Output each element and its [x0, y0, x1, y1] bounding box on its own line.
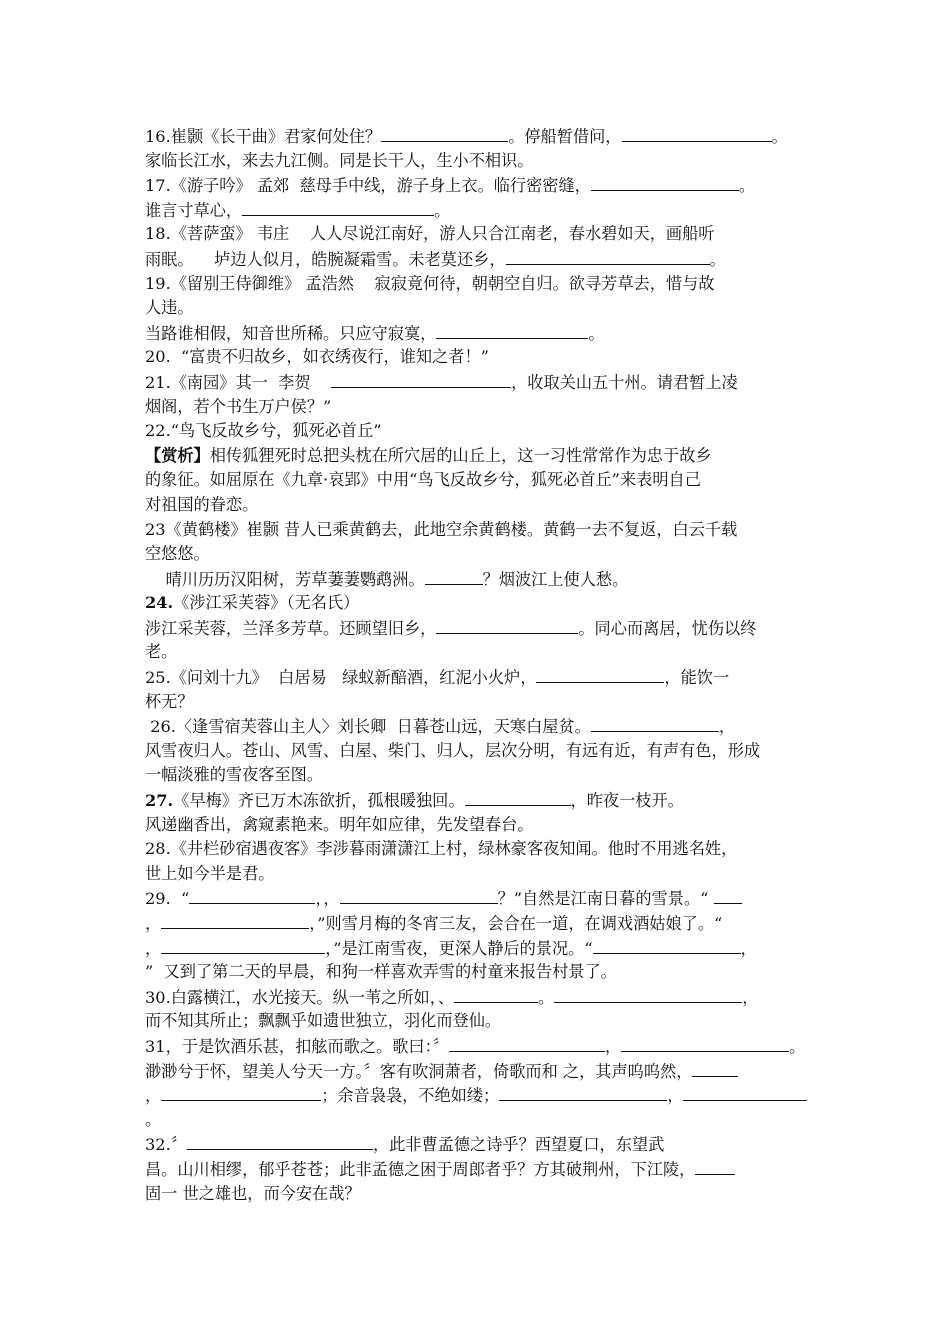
line-text: 22.“鸟飞反故乡兮，狐死必首丘”: [145, 421, 382, 441]
text-line: [145, 173, 809, 198]
line-text: 《早梅》齐已万木冻欲折，孤根暖独回。: [173, 791, 465, 811]
line-text: 《涉江采芙蓉》（无名氏）: [173, 593, 360, 613]
line-text: 25.《问刘十九》 白居易 绿蚁新醅酒，红泥小火炉，: [145, 668, 537, 688]
text-line: [145, 567, 809, 592]
fill-in-blank: [714, 886, 742, 904]
line-text: 风递幽香出，禽窥素艳来。明年如应律，先发望春台。: [145, 814, 534, 834]
line-text: ，: [740, 938, 757, 958]
line-text: 。: [771, 127, 788, 146]
text-line: [145, 862, 809, 887]
line-text: 。停船暂借问，: [508, 127, 622, 146]
fill-in-blank: [683, 1083, 807, 1101]
line-text: 谁言寸草心，: [145, 200, 243, 220]
text-line: [145, 640, 809, 665]
line-text: ？”自然是江南日暮的雪景。“: [497, 889, 714, 909]
line-text: 19.《留别王侍御维》 孟浩然 寂寂竟何待，朝朝空自归。欲寻芳草去，惜与故: [145, 273, 715, 293]
line-text: 16.崔颢《长干曲》君家何处住？: [145, 127, 382, 146]
line-text: 雨眠。 垆边人似月，皓腕凝霜雪。未老莫还乡，: [145, 249, 506, 269]
line-text: 杯无？: [145, 691, 194, 711]
fill-in-blank: [161, 936, 325, 954]
text-line: [145, 518, 809, 543]
line-text: ；余音袅袅，不绝如缕；: [321, 1086, 500, 1106]
text-line: [145, 911, 809, 936]
fill-in-blank: [189, 886, 315, 904]
fill-in-blank: [506, 247, 710, 265]
line-text: ，”则雪月梅的冬宵三友，会合在一道，在调戏酒姑娘了。“: [309, 914, 723, 933]
line-text: 。: [538, 987, 555, 1007]
line-text: 。: [738, 176, 756, 196]
line-text: 渺渺兮于怀，望美人兮天一方。〞客有吹洞萧者，倚歌而和 之，其声呜呜然，: [145, 1061, 693, 1081]
line-text: ，: [145, 1086, 162, 1106]
line-text: ，收取关山五十州。请君暂上凌: [511, 372, 738, 392]
fill-in-blank: [465, 788, 571, 806]
line-text: 老。: [145, 642, 178, 662]
fill-in-blank: [454, 985, 538, 1003]
line-text: ，此非曹孟德之诗乎？西望夏口，东望武: [372, 1135, 665, 1155]
line-text: 29. “: [145, 889, 190, 909]
text-line: [145, 985, 809, 1010]
line-text: ，: [145, 938, 162, 958]
text-line: [145, 222, 809, 247]
fill-in-blank: [695, 1157, 735, 1175]
fill-in-blank: [593, 936, 741, 954]
line-text: 。: [145, 1109, 162, 1129]
text-line: [145, 370, 809, 395]
line-text: ，: [742, 987, 759, 1007]
line-text: 20. “富贵不归故乡，如衣绣夜行，谁知之者！”: [145, 347, 489, 367]
text-line: [145, 936, 809, 961]
line-text: 23《黄鹤楼》崔颢 昔人已乘黄鹤去，此地空余黄鹤楼。黄鹤一去不复返，白云千载: [145, 519, 738, 539]
text-line: [145, 714, 809, 739]
text-line: [145, 272, 809, 297]
fill-in-blank: [591, 173, 739, 191]
line-text: 世上如今半是君。: [145, 863, 275, 883]
line-text: 28.《井栏砂宿遇夜客》李涉暮雨潇潇江上村，绿林豪客夜知闻。他时不用逃名姓，: [145, 839, 738, 859]
text-line: [145, 690, 809, 715]
line-text: 30.白露横江，水光接天。纵一苇之所如，、: [145, 987, 455, 1007]
line-text: 涉江采芙蓉，兰泽多芳草。还顾望旧乡，: [145, 618, 437, 638]
text-line: [145, 1182, 809, 1207]
line-text: 对祖国的眷恋。: [145, 494, 259, 514]
fill-in-blank: [622, 124, 772, 142]
fill-in-blank: [554, 985, 742, 1003]
text-line: [145, 124, 809, 149]
text-line: [145, 395, 809, 420]
line-text: 。: [588, 323, 605, 343]
line-text: 。: [789, 1036, 806, 1056]
fill-in-blank: [536, 665, 664, 683]
text-line: [145, 960, 809, 985]
text-line: [145, 493, 809, 518]
line-text: 人违。: [145, 298, 194, 318]
fill-in-blank: [381, 124, 508, 142]
fill-in-blank: [331, 370, 511, 388]
line-text: ，昨夜一枝开。: [570, 791, 684, 811]
text-line: [145, 1132, 809, 1157]
line-text: 固一 世之雄也，而今安在哉？: [145, 1183, 361, 1203]
text-line: [145, 1157, 809, 1182]
fill-in-blank: [242, 198, 434, 216]
line-text: 的象征。如屈原在《九章·哀郢》中用“鸟飞反故乡兮，狐死必首丘”来表明自己: [145, 470, 701, 490]
line-text: 31，于是饮酒乐甚，扣舷而歌之。歌曰：〞: [145, 1036, 449, 1056]
line-text: 空悠悠。: [145, 544, 210, 564]
text-line: [145, 739, 809, 764]
fill-in-blank: [161, 1083, 321, 1101]
text-line: [145, 296, 809, 321]
fill-in-blank: [591, 714, 719, 732]
line-text: 家临长江水，来去九江侧。同是长干人，生小不相识。: [145, 150, 534, 170]
line-text: 。同心而离居，忧伤以终: [578, 618, 757, 638]
line-text: 晴川历历汉阳树，芳草萋萋鹦鹉洲。: [145, 569, 425, 589]
text-line: [145, 837, 809, 862]
text-line: [145, 468, 809, 493]
line-text: 。: [709, 249, 726, 269]
fill-in-blank: [499, 1083, 667, 1101]
line-text: ，能饮一: [664, 668, 730, 688]
text-line: [145, 763, 809, 788]
fill-in-blank: [621, 1034, 789, 1052]
text-line: [145, 419, 809, 444]
line-text: ，: [667, 1086, 684, 1106]
fill-in-blank: [436, 321, 588, 339]
line-text: 昌。山川相缪，郁乎苍苍；此非孟德之困于周郎者乎？方其破荆州，下江陵，: [145, 1159, 696, 1179]
document-body: [145, 124, 809, 1206]
line-text: ” 又到了第二天的早晨，和狗一样喜欢弄雪的村童来报告村景了。: [145, 962, 617, 982]
fill-in-blank: [692, 1059, 738, 1077]
line-text: 当路谁相假，知音世所稀。只应守寂寞，: [145, 323, 437, 343]
text-line: [145, 886, 809, 911]
text-line: [145, 1108, 809, 1133]
fill-in-blank: [187, 1132, 373, 1150]
text-line: [145, 665, 809, 690]
line-text: 18.《菩萨蛮》 韦庄 人人尽说江南好，游人只合江南老，春水碧如天，画船听: [145, 224, 715, 244]
line-text: 21.《南园》其一 李贺: [145, 372, 332, 392]
line-text: ，，: [315, 889, 340, 909]
line-text: ，: [145, 914, 162, 933]
bold-text: 27.: [145, 791, 174, 811]
fill-in-blank: [425, 567, 483, 585]
fill-in-blank: [161, 911, 309, 929]
line-text: ，”是江南雪夜，更深人静后的景况。“: [325, 938, 593, 958]
text-line: [145, 1034, 809, 1059]
line-text: 烟阁，若个书生万户侯？”: [145, 396, 332, 416]
text-line: [145, 149, 809, 174]
text-line: [145, 321, 809, 346]
line-text: ？烟波江上使人愁。: [482, 569, 629, 589]
line-text: 而不知其所止；飘飘乎如遗世独立，羽化而登仙。: [145, 1011, 502, 1031]
line-text: 一幅淡雅的雪夜客至图。: [145, 765, 324, 785]
line-text: 风雪夜归人。苍山、风雪、白屋、柴门、归人，层次分明，有远有近，有声有色，形成: [145, 740, 761, 760]
text-line: [145, 1083, 809, 1108]
line-text: ，: [604, 1036, 622, 1056]
line-text: 32.〞: [145, 1135, 187, 1155]
bold-text: 24.: [145, 593, 174, 613]
line-text: 17.《游子吟》 孟郊 慈母手中线，游子身上衣。临行密密缝，: [145, 176, 591, 196]
text-line: [145, 345, 809, 370]
line-text: 。: [434, 200, 451, 220]
text-line: [145, 198, 809, 223]
text-line: [145, 813, 809, 838]
text-line: [145, 1059, 809, 1084]
line-text: 26.〈逢雪宿芙蓉山主人〉刘长卿 日暮苍山远，天寒白屋贫。: [145, 717, 591, 737]
line-text: 相传狐狸死时总把头枕在所穴居的山丘上，这一习性常常作为忠于故乡: [209, 445, 712, 465]
text-line: [145, 616, 809, 641]
text-line: [145, 444, 809, 469]
fill-in-blank: [449, 1034, 605, 1052]
fill-in-blank: [436, 616, 578, 634]
text-line: [145, 591, 809, 616]
text-line: [145, 1009, 809, 1034]
text-line: [145, 247, 809, 272]
bold-text: 【赏析】: [145, 445, 210, 465]
fill-in-blank: [340, 886, 498, 904]
text-line: [145, 542, 809, 567]
line-text: ，: [718, 717, 736, 737]
text-line: [145, 788, 809, 813]
